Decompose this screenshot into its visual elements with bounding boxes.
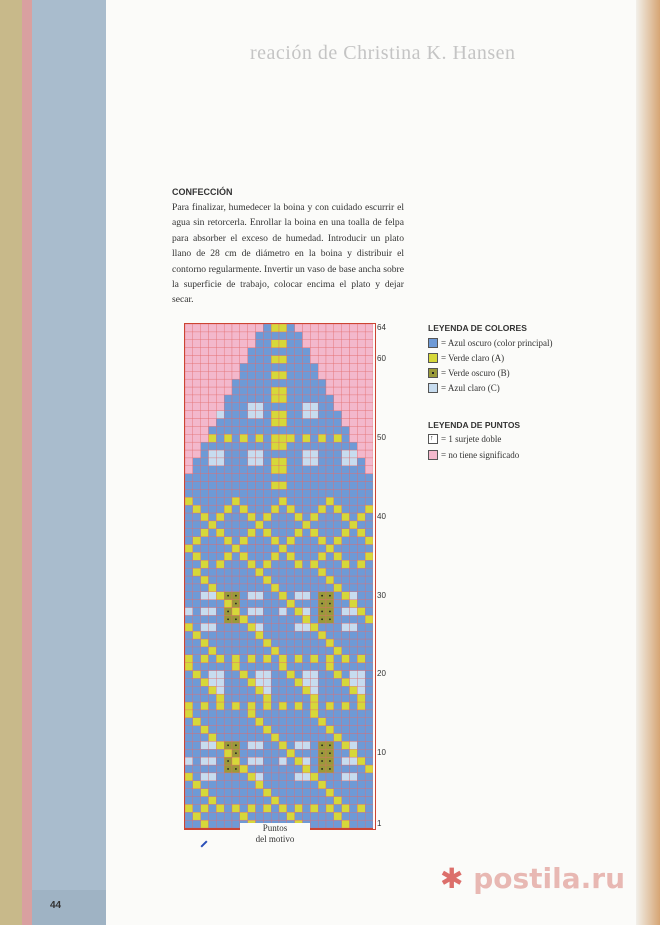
pen-mark [200,840,207,847]
dark-green-swatch [428,368,438,378]
page-number: 44 [50,900,62,911]
no-stitch-swatch [428,450,438,460]
light-blue-swatch [428,383,438,393]
legend-item-no-stitch [428,450,519,460]
legend-item-light-green [428,353,504,363]
section-paragraph: Para finalizar, humedecer la boina y con cuidado escurrir el agua sin retorcerla. Enrollar la boina en una toalla de felpa para absorber el exceso de humedad. Introducir un plato llano de 28 cm de diámetro en la boina y distribuir el contorno regularmente. Invertir un vaso de base ancha sobre la superficie de trabajo, colocar encima el plato y dejar secar. [172,202,404,306]
row-label: 10 [377,748,386,758]
legend-item-dark-blue [428,338,553,348]
star-icon: ✱ [440,862,464,895]
book-spine-edge [22,0,32,925]
legend-label: = Verde oscuro (B) [441,368,510,378]
section-heading: CONFECCIÓN [172,187,233,197]
book-spine [0,0,22,925]
watermark-text: postila.ru [473,862,626,895]
row-label: 30 [377,590,386,600]
watermark [440,862,625,895]
page-sidebar-footer [32,890,106,925]
legend-item-double-decrease [428,434,501,444]
facing-page-edge [636,0,660,925]
row-label: 64 [377,322,386,332]
motif-label-line1: Puntos [262,823,288,833]
row-label: 1 [377,819,382,829]
legend-label: = Azul claro (C) [441,383,500,393]
stitch-legend-title: LEYENDA DE PUNTOS [428,420,521,430]
legend-label: = no tiene significado [441,450,520,460]
show-through-title: reación de Christina K. Hansen [250,42,516,64]
row-label: 60 [377,354,386,364]
row-label: 20 [377,669,386,679]
double-decrease-icon [428,434,438,444]
color-legend-title: LEYENDA DE COLORES [428,323,527,333]
light-green-swatch [428,353,438,363]
dark-blue-swatch [428,338,438,348]
chart-frame [184,323,376,830]
row-label: 50 [377,433,386,443]
legend-item-light-blue [428,383,500,393]
legend-label: = Verde claro (A) [441,353,505,363]
motif-label [240,823,310,845]
legend-label: = Azul oscuro (color principal) [441,338,553,348]
row-label: 40 [377,511,386,521]
legend-label: = 1 surjete doble [441,434,502,444]
legend-item-dark-green [428,368,510,378]
page-sidebar [32,0,106,925]
motif-label-line2: del motivo [255,834,295,844]
